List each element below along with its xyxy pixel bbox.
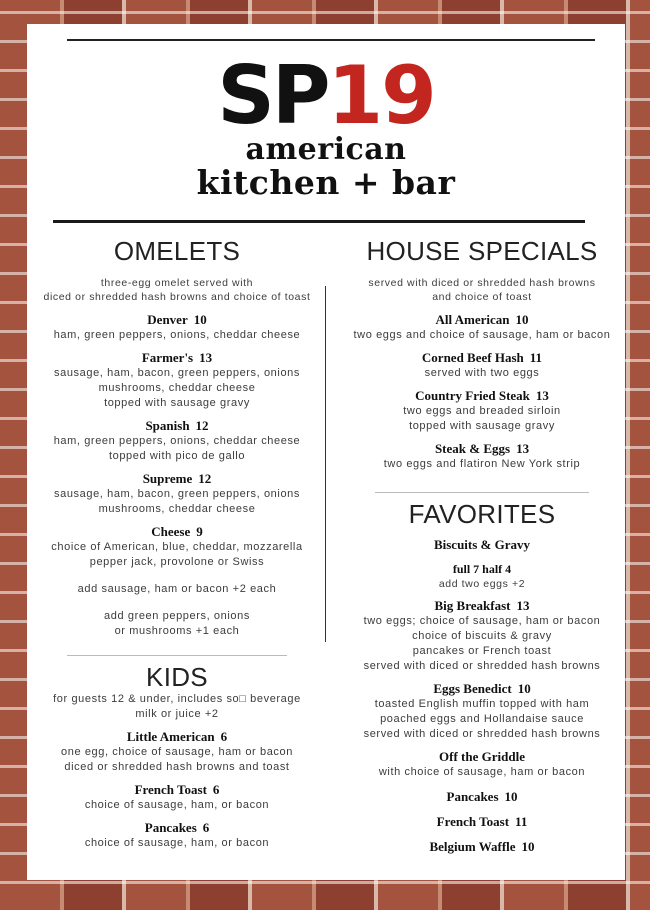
menu-item-desc: with choice of sausage, ham or bacon	[378, 766, 586, 778]
menu-item-name: French Toast 11	[436, 814, 528, 829]
menu-sheet	[27, 24, 625, 880]
menu-item-name: French Toast 6	[134, 782, 220, 797]
menu-item-name: Pancakes 6	[144, 820, 210, 835]
menu-item-desc: served with diced or shredded hash browns	[363, 660, 601, 672]
logo	[27, 49, 625, 202]
menu-item-desc: choice of sausage, ham, or bacon	[84, 799, 270, 811]
section-title-kids: KIDS	[146, 662, 208, 692]
menu-item-name: Steak & Eggs 13	[434, 441, 530, 456]
menu-item-desc: sausage, ham, bacon, green peppers, onions	[54, 488, 300, 500]
omelets-addon: or mushrooms +1 each	[114, 625, 240, 637]
menu-item-name: Cheese 9	[151, 524, 203, 539]
menu-item-desc: served with two eggs	[424, 367, 540, 379]
menu-item-name: Country Fried Steak 13	[415, 388, 549, 403]
menu-item-desc: one egg, choice of sausage, ham or bacon	[61, 746, 293, 758]
menu-item-desc: choice of biscuits & gravy	[412, 630, 552, 642]
menu-item-name: Supreme 12	[142, 471, 212, 486]
menu-item-name: Pancakes 10	[446, 789, 518, 804]
column-divider	[325, 286, 326, 642]
menu-item-desc: toasted English muffin topped with ham	[374, 698, 590, 710]
omelets-addon: add sausage, ham or bacon +2 each	[77, 583, 277, 595]
menu-item-desc: sausage, ham, bacon, green peppers, onions	[54, 367, 300, 379]
menu-item-name: Spanish 12	[145, 418, 209, 433]
top-rule	[67, 39, 595, 41]
menu-item-name: Little American 6	[126, 729, 228, 744]
section-divider	[375, 492, 589, 493]
section-title-favorites: FAVORITES	[408, 499, 556, 529]
menu-item-desc: diced or shredded hash browns and toast	[64, 761, 290, 773]
menu-item-desc: pepper jack, provolone or Swiss	[89, 556, 265, 568]
menu-item-desc: two eggs and breaded sirloin	[403, 405, 561, 417]
logo-subtitle-2: kitchen + bar	[196, 163, 456, 202]
menu-item-name: Big Breakfast 13	[434, 598, 530, 613]
logo-19: 19	[327, 49, 435, 142]
menu-item-name: All American 10	[435, 312, 529, 327]
omelets-note: three-egg omelet served with	[100, 277, 254, 289]
menu-item-desc: topped with sausage gravy	[409, 420, 555, 432]
menu-item-name: Farmer's 13	[141, 350, 213, 365]
menu-item-desc: mushrooms, cheddar cheese	[98, 503, 256, 515]
omelets-addon: add green peppers, onions	[104, 610, 250, 622]
section-divider	[67, 655, 287, 656]
menu-item-desc: two eggs and choice of sausage, ham or bacon	[353, 329, 611, 341]
menu-item-name: Belgium Waffle 10	[429, 839, 535, 854]
kids-note: for guests 12 & under, includes so□ beverage	[53, 693, 301, 705]
menu-item-desc: choice of American, blue, cheddar, mozzarella	[51, 541, 303, 553]
kids-note: milk or juice +2	[135, 708, 219, 720]
menu-item-name: Biscuits & Gravy	[433, 537, 531, 552]
menu-item-desc: add two eggs +2	[438, 578, 526, 590]
menu-item-desc: ham, green peppers, onions, cheddar cheese	[53, 435, 301, 447]
menu-item-desc: served with diced or shredded hash browns	[363, 728, 601, 740]
menu-item-desc: two eggs and flatiron New York strip	[383, 458, 581, 470]
menu-item-desc: pancakes or French toast	[412, 645, 552, 657]
left-column	[35, 236, 319, 851]
specials-note: and choice of toast	[432, 291, 532, 303]
menu-item-desc: topped with sausage gravy	[104, 397, 250, 409]
section-title-omelets: OMELETS	[113, 236, 241, 266]
section-title-house-specials: HOUSE SPECIALS	[366, 236, 598, 266]
specials-note: served with diced or shredded hash browns	[368, 277, 596, 289]
menu-item-desc: choice of sausage, ham, or bacon	[84, 837, 270, 849]
menu-item-name: Denver 10	[147, 312, 207, 327]
menu-item-price: full 7 half 4	[452, 562, 512, 576]
menu-item-name: Off the Griddle	[439, 749, 525, 764]
menu-item-desc: poached eggs and Hollandaise sauce	[380, 713, 584, 725]
menu-item-desc: ham, green peppers, onions, cheddar cheese	[53, 329, 301, 341]
logo-sp: SP	[217, 49, 328, 142]
logo-subtitle-1: american	[245, 132, 407, 167]
menu-item-desc: topped with pico de gallo	[108, 450, 246, 462]
menu-item-name: Eggs Benedict 10	[433, 681, 531, 696]
header-rule	[53, 220, 585, 223]
omelets-note: diced or shredded hash browns and choice of toast	[43, 291, 311, 303]
menu-item-desc: two eggs; choice of sausage, ham or bacon	[363, 615, 601, 627]
menu-item-name: Corned Beef Hash 11	[421, 350, 543, 365]
menu-item-desc: mushrooms, cheddar cheese	[98, 382, 256, 394]
right-column	[343, 236, 621, 855]
